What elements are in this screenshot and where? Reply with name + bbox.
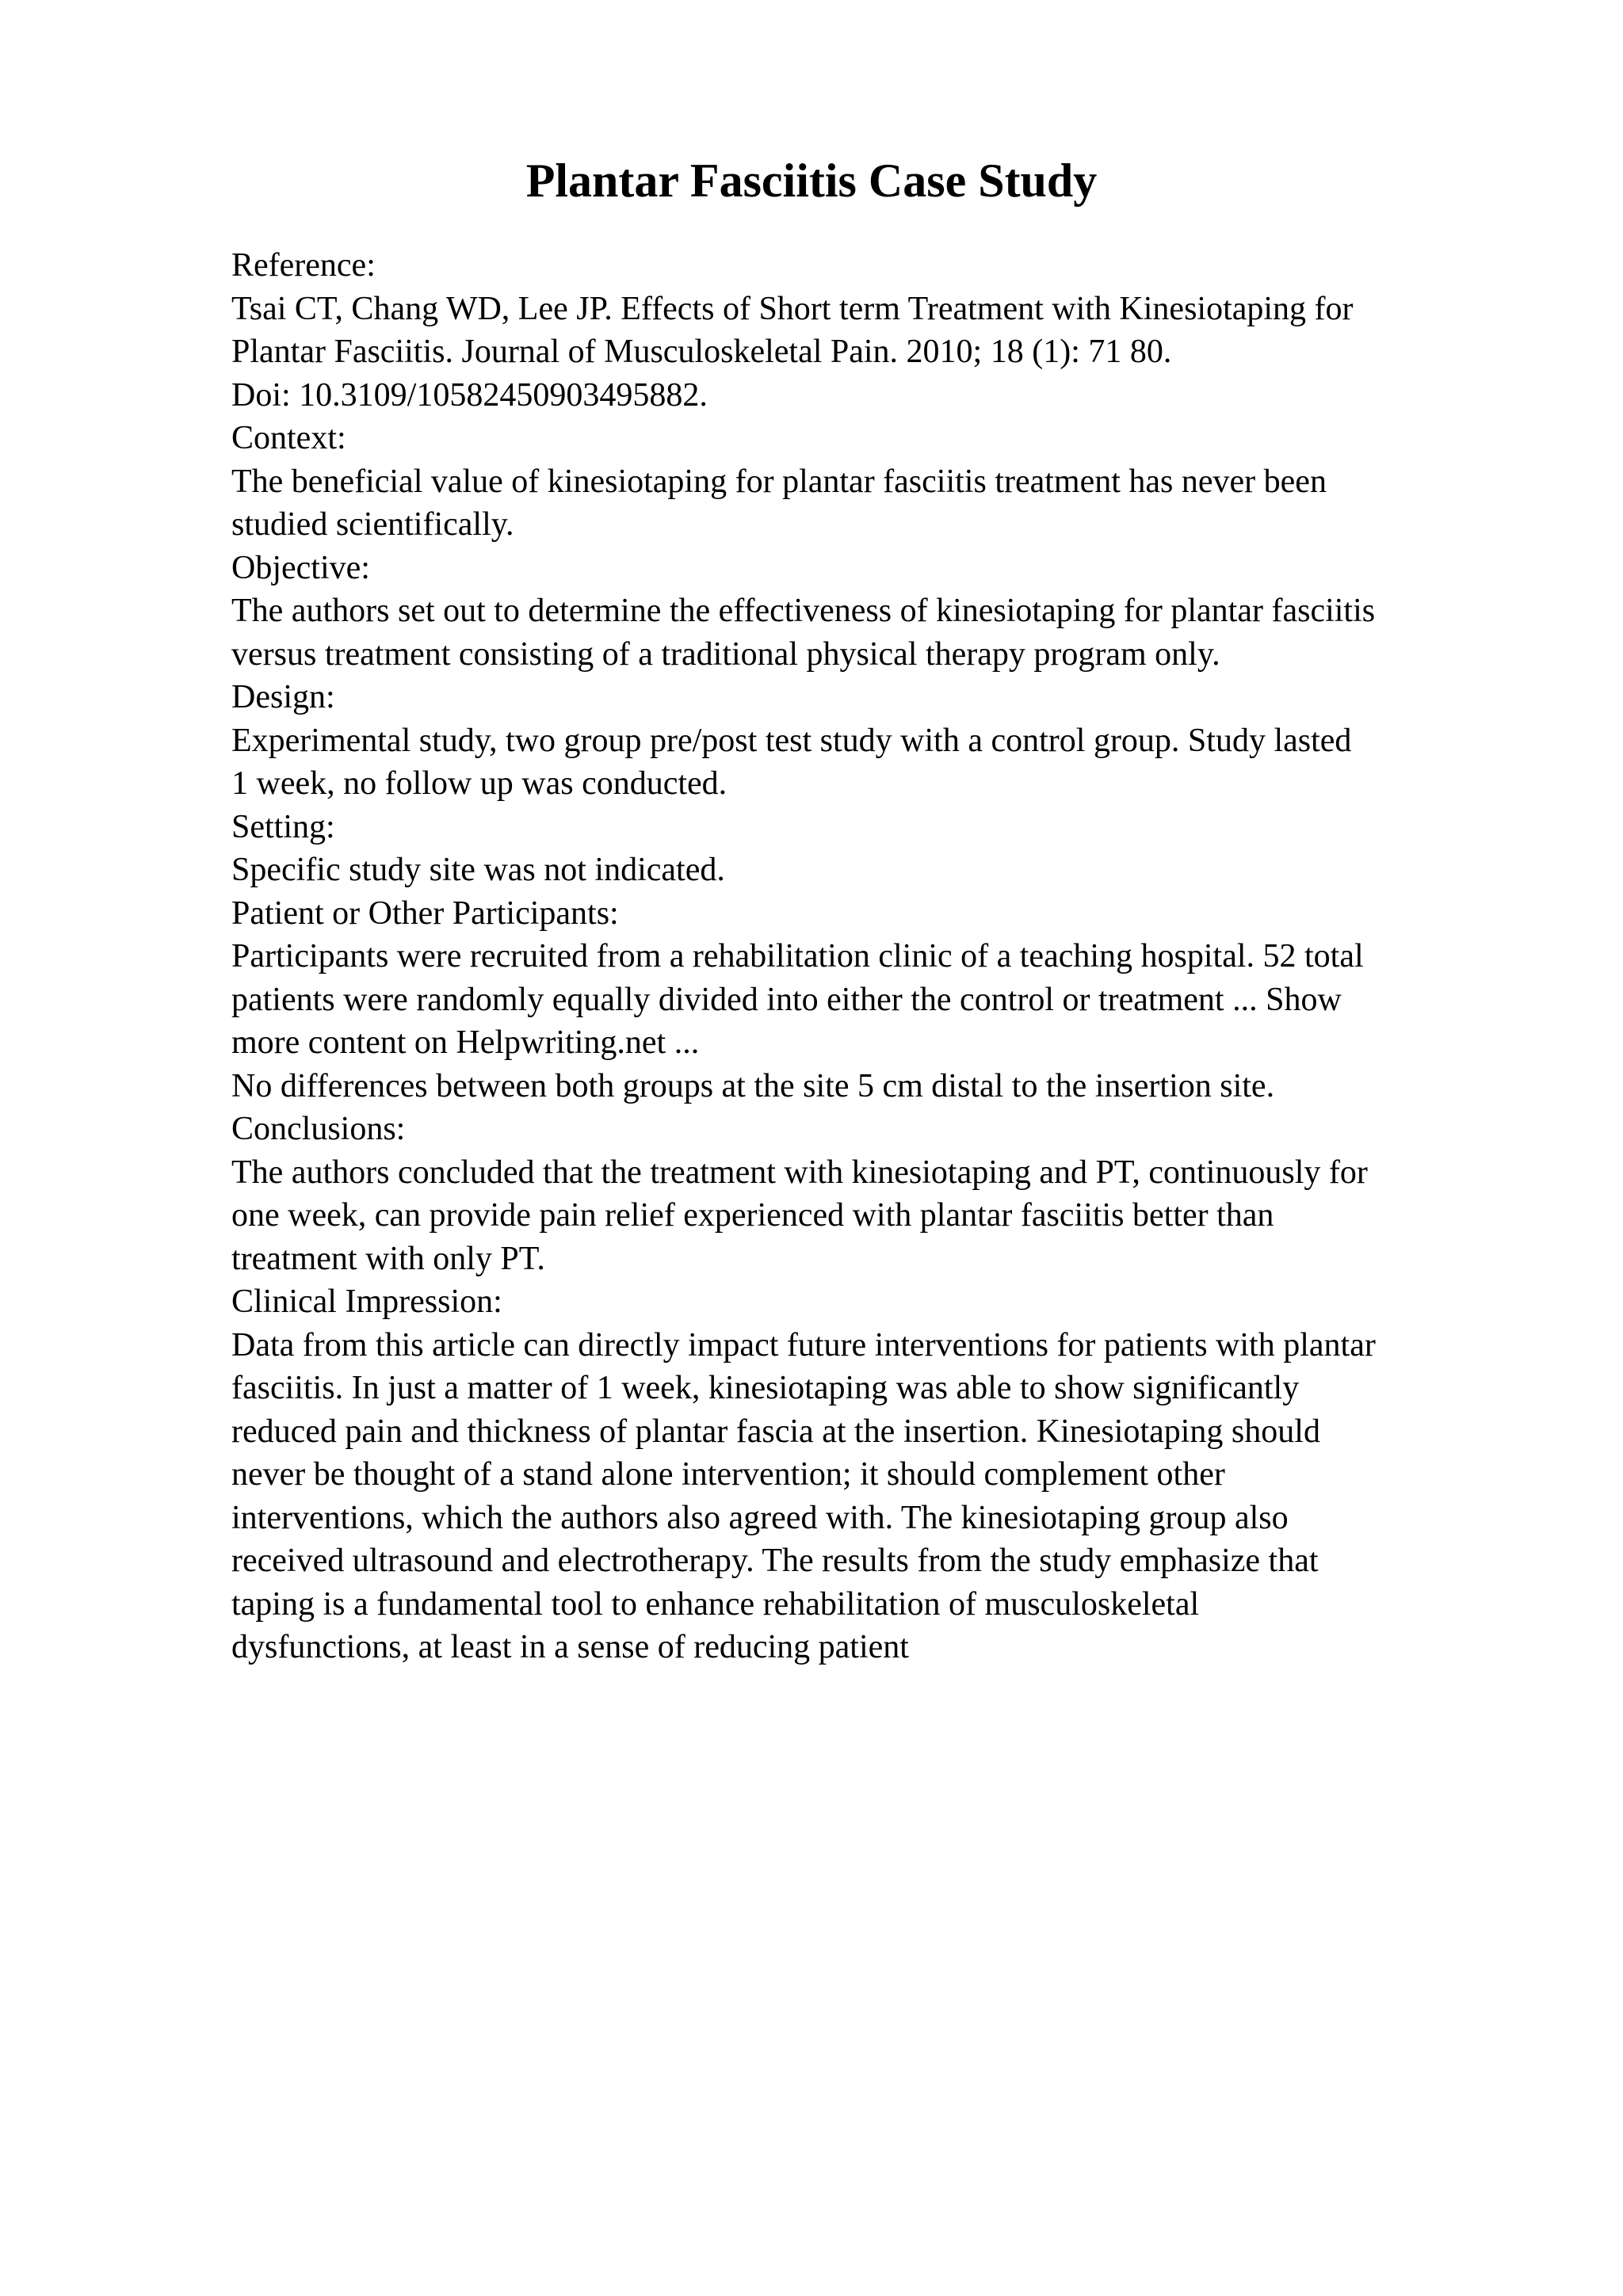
document-body [231, 244, 1531, 1669]
section-heading-reference: Reference: [231, 247, 376, 284]
results-text-line: No differences between both groups at the site 5 cm distal to the insertion site. [231, 1067, 1275, 1104]
context-text-line: The beneficial value of kinesiotaping for plantar fasciitis treatment has never been [231, 463, 1327, 500]
participants-text-line: patients were randomly equally divided into either the control or treatment ... Show [231, 981, 1342, 1018]
design-text-line: Experimental study, two group pre/post test study with a control group. Study lasted [231, 722, 1352, 759]
reference-text-line: Tsai CT, Chang WD, Lee JP. Effects of Short term Treatment with Kinesiotaping for [231, 290, 1354, 327]
section-heading-participants: Patient or Other Participants: [231, 894, 619, 932]
page-title: Plantar Fasciitis Case Study [525, 154, 1098, 207]
section-heading-clinical-impression: Clinical Impression: [231, 1283, 502, 1320]
clinical-impression-text-line: dysfunctions, at least in a sense of reducing patient [231, 1629, 909, 1665]
section-heading-design: Design: [231, 679, 335, 715]
clinical-impression-text-line: interventions, which the authors also agreed with. The kinesiotaping group also [231, 1499, 1289, 1536]
setting-text-line: Specific study site was not indicated. [231, 852, 725, 888]
objective-text-line: The authors set out to determine the effectiveness of kinesiotaping for plantar fasciitis [231, 593, 1376, 629]
section-heading-objective: Objective: [231, 549, 370, 586]
design-text-line: 1 week, no follow up was conducted. [231, 765, 727, 802]
section-heading-conclusions: Conclusions: [231, 1111, 406, 1147]
clinical-impression-text-line: taping is a fundamental tool to enhance rehabilitation of musculoskeletal [231, 1585, 1200, 1623]
objective-text-line: versus treatment consisting of a traditional physical therapy program only. [231, 635, 1220, 673]
section-heading-context: Context: [231, 420, 346, 456]
clinical-impression-text-line: received ultrasound and electrotherapy. The results from the study emphasize that [231, 1543, 1319, 1579]
section-heading-setting: Setting: [231, 808, 335, 845]
clinical-impression-text-line: reduced pain and thickness of plantar fascia at the insertion. Kinesiotaping should [231, 1413, 1320, 1450]
reference-doi: Doi: 10.3109/10582450903495882. [231, 376, 708, 414]
clinical-impression-text-line: Data from this article can directly impact future interventions for patients with plantar [231, 1326, 1376, 1363]
conclusions-text-line: The authors concluded that the treatment with kinesiotaping and PT, continuously for [231, 1154, 1368, 1191]
clinical-impression-text-line: fasciitis. In just a matter of 1 week, kinesiotaping was able to show significantly [231, 1370, 1300, 1406]
conclusions-text-line: one week, can provide pain relief experienced with plantar fasciitis better than [231, 1197, 1274, 1234]
participants-text-line: more content on Helpwriting.net ... [231, 1024, 700, 1061]
clinical-impression-text-line: never be thought of a stand alone intervention; it should complement other [231, 1456, 1225, 1493]
context-text-line: studied scientifically. [231, 506, 514, 543]
reference-text-line: Plantar Fasciitis. Journal of Musculoskeletal Pain. 2010; 18 (1): 71 80. [231, 334, 1172, 370]
conclusions-text-line: treatment with only PT. [231, 1240, 545, 1277]
participants-text-line: Participants were recruited from a rehabilitation clinic of a teaching hospital. 52 total [231, 938, 1364, 974]
